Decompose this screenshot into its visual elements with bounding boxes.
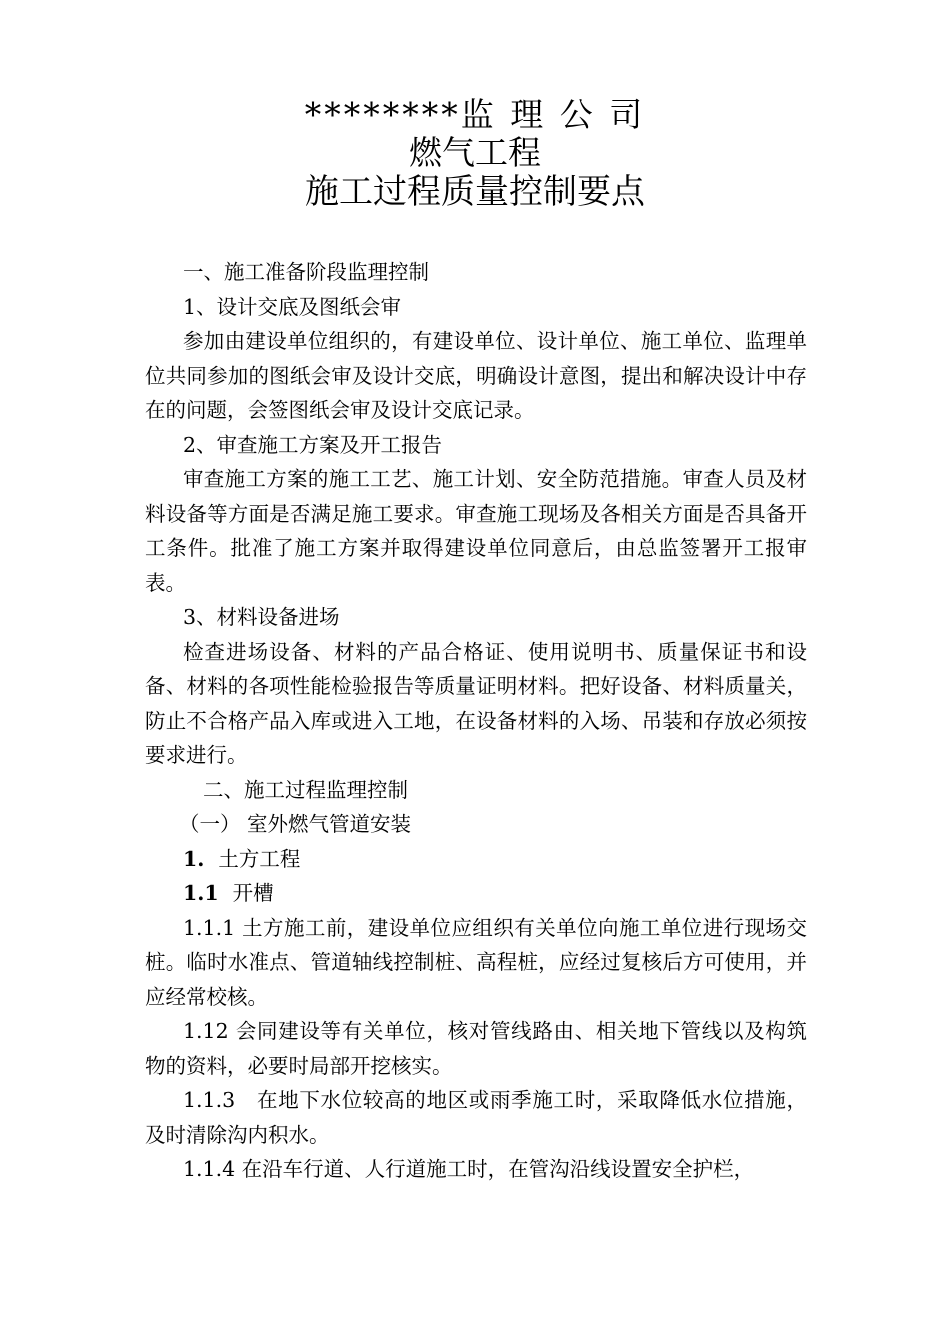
section-2-sub1-heading: （一） 室外燃气管道安装 <box>179 812 412 836</box>
document-title: 施工过程质量控制要点 <box>305 172 645 212</box>
paragraph-1-1-1: 1.1.1 土方施工前，建设单位应组织有关单位向施工单位进行现场交桩。临时水准点、管道轴线控制桩、高程桩，应经过复核后方可使用，并应经常校核。 <box>145 915 807 1009</box>
project-title: 燃气工程 <box>409 133 541 172</box>
section-2-1-label: 土方工程 <box>218 846 301 871</box>
section-1-1-heading: 1、设计交底及图纸会审 <box>183 294 402 319</box>
section-2-1-1-number: 1.1 <box>183 881 219 905</box>
paragraph-1-12: 1.12 会同建设等有关单位，核对管线路由、相关地下管线以及构筑物的资料，必要时局部开挖核实。 <box>145 1019 807 1078</box>
section-2-1-1-label: 开槽 <box>232 881 274 905</box>
section-2-1-heading <box>145 842 807 877</box>
company-title: ********监 理 公 司 <box>304 95 646 134</box>
paragraph-1-1-3: 1.1.3 在地下水位较高的地区或雨季施工时，采取降低水位措施，及时清除沟内积水。 <box>145 1088 807 1147</box>
section-1-heading: 一、施工准备阶段监理控制 <box>183 260 429 284</box>
section-1-3-paragraph: 检查进场设备、材料的产品合格证、使用说明书、质量保证书和设备、材料的各项性能检验报告等质量证明材料。把好设备、材料质量关，防止不合格产品入库或进入工地，在设备材料的入场、吊装和存放必须按要求进行。 <box>145 639 807 767</box>
title-block <box>0 96 950 212</box>
section-1-2-paragraph: 审查施工方案的施工工艺、施工计划、安全防范措施。审查人员及材料设备等方面是否满足施工要求。审查施工现场及各相关方面是否具备开工条件。批准了施工方案并取得建设单位同意后，由总监签署开工报审表。 <box>145 467 807 595</box>
section-1-3-heading: 3、材料设备进场 <box>183 605 340 629</box>
section-1-2-heading: 2、审查施工方案及开工报告 <box>183 432 443 457</box>
section-1-1-paragraph: 参加由建设单位组织的，有建设单位、设计单位、施工单位、监理单位共同参加的图纸会审及设计交底，明确设计意图，提出和解决设计中存在的问题，会签图纸会审及设计交底记录。 <box>145 329 807 422</box>
section-2-1-number: 1. <box>183 846 205 871</box>
document-body <box>145 255 807 1187</box>
paragraph-1-1-4: 1.1.4 在沿车行道、人行道施工时，在管沟沿线设置安全护栏， <box>183 1157 755 1181</box>
section-2-heading: 二、施工过程监理控制 <box>203 777 408 802</box>
section-2-1-1-heading <box>145 876 807 911</box>
